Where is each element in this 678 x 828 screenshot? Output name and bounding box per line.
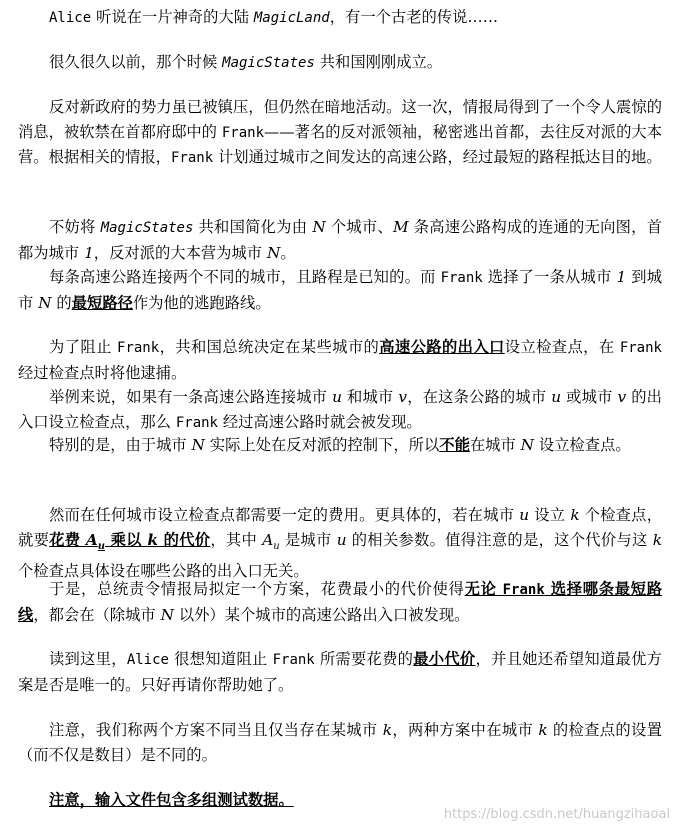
text-segment: 举例来说，如果有一条高速公路连接城市 [49,388,333,406]
paragraph-escape [18,95,662,171]
paragraph-shortest-path [18,265,662,315]
text-segment: Frank [221,124,265,141]
text-segment: 和城市 [342,388,399,406]
text-segment: k [382,721,392,739]
text-segment: N [160,605,174,624]
text-segment: 很想知道阻止 [168,650,273,668]
text-segment: 的 [51,293,72,312]
text-segment: 最小代价 [413,650,476,668]
text-segment: 设立 [529,506,571,524]
text-segment: 的检查点的设置（而不仅是数目）是不同的。 [18,721,662,764]
paragraph-city-n [18,433,662,458]
text-segment: 在城市 [469,436,521,454]
text-segment: ，并且她还希望知道最优方案是否是唯一的。只好再请你帮助她了。 [18,650,662,694]
text-segment: Frank [440,270,483,286]
text-segment: v [398,388,408,406]
text-segment: 注意，输入文件包含多组测试数据。 [49,791,294,809]
text-segment: 个城市、 [325,218,393,236]
text-segment: k [538,721,548,739]
text-segment: Frank [170,150,214,166]
text-segment: Frank [272,652,315,668]
text-segment: 注意，我们称两个方案不同当且仅当存在某城市 [49,721,383,739]
text-segment: u [332,388,343,406]
paragraph-example [18,385,662,435]
text-segment: 经过检查点时将他逮捕。 [18,363,187,382]
text-segment: 很久很久以前，那个时候 [49,53,223,71]
text-segment: k [652,530,662,549]
text-segment: u [97,540,106,552]
paragraph-checkpoints [18,335,662,385]
text-segment: N [38,293,52,312]
text-segment: A [85,530,98,549]
text-segment: 以外）某个城市的高速公路出入口被发现。 [173,605,470,624]
text-segment: k [147,530,159,549]
text-segment: 乘以 [105,530,148,549]
text-segment: 选择了一条从城市 [482,268,617,286]
text-segment: ，有一个古老的传说…… [329,8,498,26]
text-segment: 高速公路的出入口 [379,338,505,356]
text-segment: u [519,506,530,524]
text-segment: Frank [117,340,160,356]
text-segment: 特别的是，由于城市 [49,436,192,454]
text-segment: u [273,540,280,552]
text-segment: 的出入口设立检查点，那么 [18,388,662,431]
text-segment: Alice [49,10,92,26]
text-segment: ，共和国总统决定在某些城市的 [159,338,380,356]
text-segment: N [312,218,326,236]
text-segment: 个检查点具体设在哪些公路的出入口无关。 [18,562,309,581]
text-segment: 花费 [49,530,86,549]
paragraph-uniqueness [18,718,662,767]
text-segment: 或城市 [561,388,618,406]
text-segment: k [570,506,580,524]
text-segment: 。 [280,243,296,262]
paragraph-history [18,50,662,76]
paragraph-cost [18,503,662,584]
text-segment: 为了阻止 [49,338,118,356]
paragraph-question [18,647,662,697]
text-segment: 条高速公路构成的连通的无向图，首都为城市 [18,218,662,262]
text-segment: MagicLand [253,10,330,26]
text-segment: 设立检查点，在 [504,338,620,356]
text-segment: MagicStates [222,55,315,71]
text-segment: ，反对派的大本营为城市 [93,243,267,262]
text-segment: Frank [502,582,545,598]
paragraph-intro [18,5,662,31]
text-segment: 设立检查点。 [534,436,631,454]
text-segment: 到城市 [18,268,662,312]
text-segment: 听说在一片神奇的大陆 [91,8,254,26]
text-segment: 读到这里， [49,650,127,668]
text-segment: M [392,218,409,236]
text-segment: 是城市 [279,530,337,549]
text-segment: N [520,436,535,454]
text-segment: ——著名的反对派领袖，秘密逃出首都，去往反对派的大本营。根据相关的情报， [18,122,662,166]
text-segment: 计划通过城市之间发达的高速公路，经过最短的路程抵达目的地。 [213,148,662,166]
text-segment: MagicStates [100,220,194,236]
paragraph-plan [18,577,662,627]
text-segment: 每条高速公路连接两个不同的城市，且路程是已知的。而 [49,268,441,286]
text-segment: 1 [616,268,627,286]
text-segment: 不妨将 [49,218,101,236]
text-segment: 1 [84,243,94,262]
text-segment: N [191,436,205,454]
text-segment: A [262,530,274,549]
text-segment: ，其中 [210,530,263,549]
text-segment: Alice [126,652,169,668]
text-segment: 最短路径 [71,293,133,312]
text-segment: 共和国简化为由 [193,218,313,236]
text-segment: 无论 [464,580,503,598]
text-segment: 选择哪条最短路线 [18,580,663,624]
watermark-url: https://blog.csdn.net/huangzihaoal [443,807,670,822]
text-segment: 反对新政府的势力虽已被镇压，但仍然在暗地活动。这一次，情报局得到了一个令人震惊的消息，被软禁在首都府邸中的 [18,98,662,141]
text-segment: 共和国刚刚成立。 [314,53,443,71]
text-segment: 经过高速公路时就会被发现。 [218,412,422,431]
paragraph-graph-model [18,215,662,265]
text-segment: 然而在任何城市设立检查点都需要一定的费用。更具体的，若在城市 [49,506,520,524]
text-segment: 所需要花费的 [314,650,414,668]
text-segment: N [266,243,281,262]
text-segment: ，两种方案中在城市 [392,721,539,739]
text-segment: 作为他的逃跑路线。 [132,293,271,312]
text-segment: 不能 [439,436,470,454]
text-segment: Frank [175,414,218,431]
text-segment: 个检查点，就要 [18,506,662,549]
text-segment: ，在这条公路的城市 [407,388,552,406]
text-segment: 的代价 [158,530,211,549]
text-segment: Frank [619,340,662,356]
text-segment: ，都会在（除城市 [33,605,161,624]
text-segment: u [551,388,562,406]
text-segment: v [617,388,627,406]
text-segment: u [336,530,347,549]
text-segment: 实际上处在反对派的控制下，所以 [204,436,440,454]
text-segment: 的相关参数。值得注意的是，这个代价与这 [346,530,653,549]
text-segment: 于是，总统责令情报局拟定一个方案，花费最小的代价使得 [49,580,465,598]
